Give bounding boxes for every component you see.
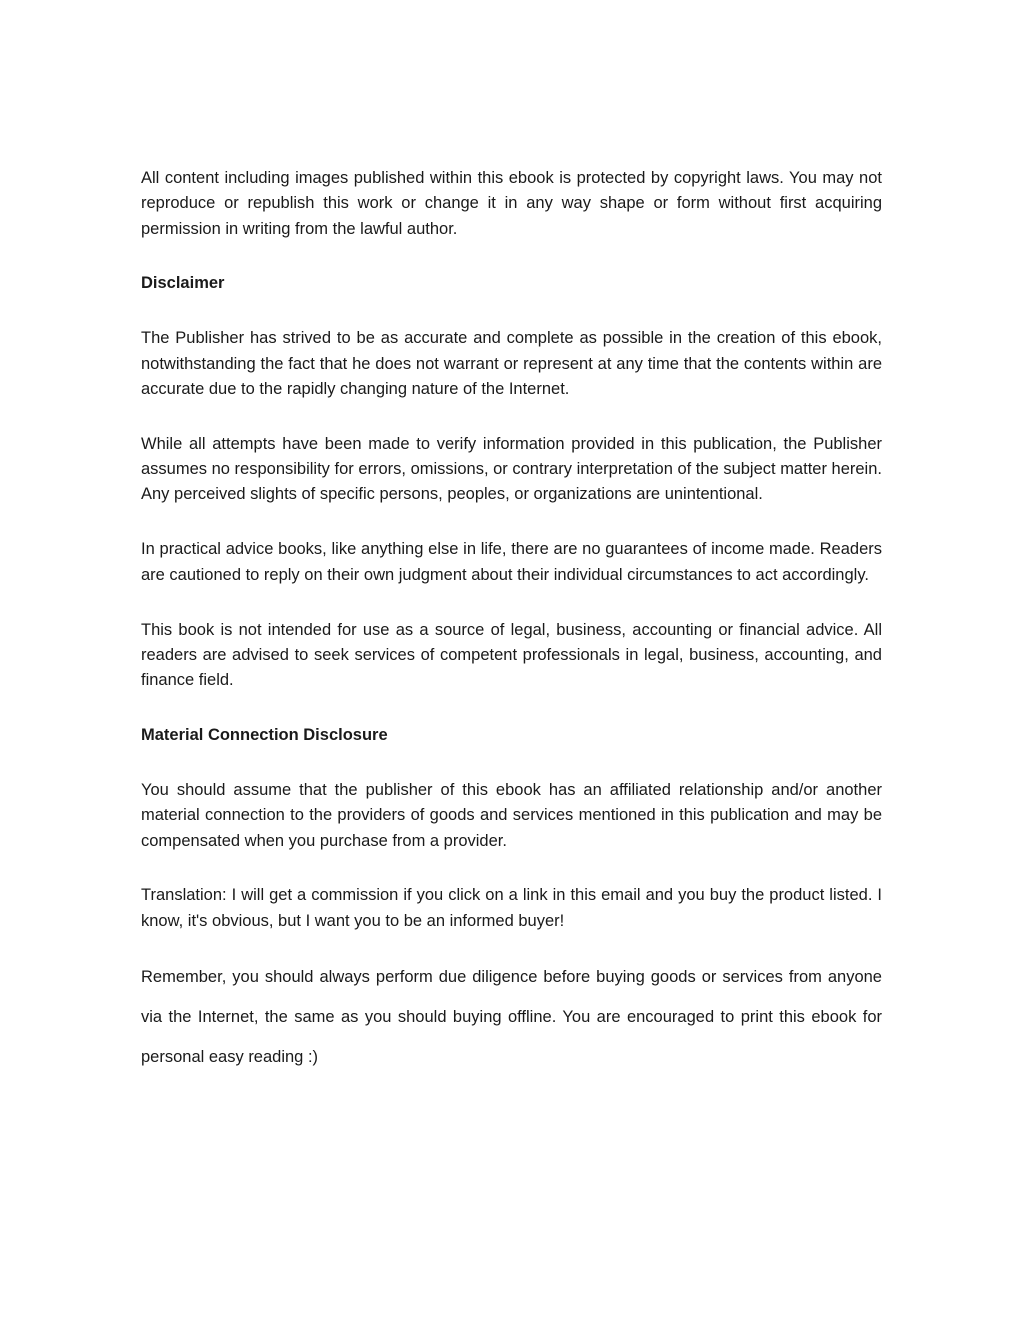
material-connection-heading: Material Connection Disclosure <box>141 726 388 745</box>
disclaimer-paragraph-1: The Publisher has strived to be as accurate and complete as possible in the creation of this ebook, notwithstanding the fact that he does not warrant or represent at any time that the contents within are accurate due to the rapidly changing nature of the Internet. <box>141 329 882 398</box>
remember-paragraph: Remember, you should always perform due diligence before buying goods or services from anyone via the Internet, the same as you should buying offline. You are encouraged to print this ebook for personal easy reading :) <box>141 967 882 1066</box>
disclaimer-heading: Disclaimer <box>141 274 225 293</box>
document-page <box>141 166 882 1106</box>
copyright-notice: All content including images published within this ebook is protected by copyright laws. You may not reproduce or republish this work or change it in any way shape or form without first acquiring permission in writing from the lawful author. <box>141 169 882 238</box>
disclaimer-paragraph-3: In practical advice books, like anything else in life, there are no guarantees of income made. Readers are cautioned to reply on their own judgment about their individual circumstances to act accordingly. <box>141 540 882 584</box>
translation-paragraph: Translation: I will get a commission if you click on a link in this email and you buy the product listed. I know, it's obvious, but I want you to be an informed buyer! <box>141 886 882 930</box>
material-connection-paragraph-1: You should assume that the publisher of this ebook has an affiliated relationship and/or another material connection to the providers of goods and services mentioned in this publication and may be compensated when you purchase from a provider. <box>141 780 882 850</box>
disclaimer-paragraph-4: This book is not intended for use as a source of legal, business, accounting or financial advice. All readers are advised to seek services of competent professionals in legal, business, accounting, and finance field. <box>141 620 882 690</box>
disclaimer-paragraph-2: While all attempts have been made to verify information provided in this publication, the Publisher assumes no responsibility for errors, omissions, or contrary interpretation of the subject matter herein. Any perceived slights of specific persons, peoples, or organizations are unintentional. <box>141 434 882 504</box>
